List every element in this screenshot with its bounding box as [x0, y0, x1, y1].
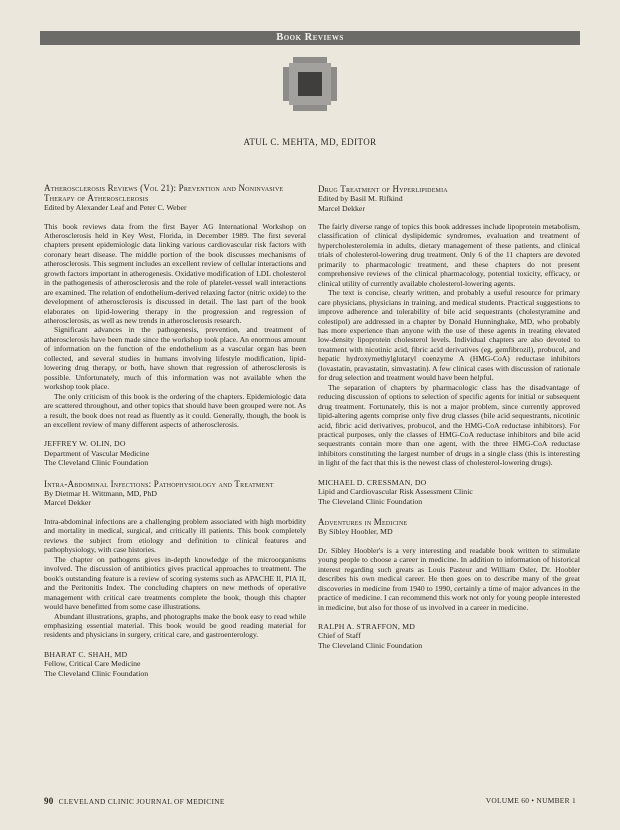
- editor-line: ATUL C. MEHTA, MD, EDITOR: [243, 137, 377, 147]
- reviewer-affiliation: Chief of Staff: [318, 631, 361, 641]
- review-byline: By Dietmar H. Wittmann, MD, PhD: [44, 488, 158, 498]
- issue-info: VOLUME 60 • NUMBER 1: [485, 796, 576, 805]
- reviewer-affiliation: Lipid and Cardiovascular Risk Assessment Clinic: [318, 487, 473, 497]
- review-paragraph: Dr. Sibley Hoobler's is a very interesting and readable book written to stimulate young people to choose a career in medicine. In addition to information of historical interest regarding such greats as Louis Pasteur and William Osler, Dr. Hoobler describes his own medical career. He then goes on to describe many of the great discoveries in medicine from 1940 to 1990, certainly a time of major advances in the practice of medicine. I can recommend this work not only for young people interested in medicine, but also for those of us involved in a career in medicine.: [318, 545, 580, 612]
- section-title: Book Reviews: [276, 32, 344, 43]
- review-body: [318, 222, 580, 468]
- section-emblem-icon: [283, 57, 337, 111]
- review-paragraph: Abundant illustrations, graphs, and photographs make the book easy to read while emphasizing essential material. This book would be good reading material for residents and physicians in surgery, critical care, and gastroenterology.: [44, 611, 306, 640]
- reviewer-signature: [318, 478, 580, 507]
- book-review: [318, 184, 580, 506]
- review-paragraph: The fairly diverse range of topics this book addresses include lipoprotein metabolism, classification of clinical dyslipidemic syndromes, evaluation and treatment of hypercholesterolemia in adults, dietary management of these patients, and clinical trials of cholesterol-lowering drug treatment. Only 6 of the 11 chapters are devoted primarily to pharmacologic treatment, and these chapters do not present comprehensive reviews of the clinical pharmacology, potential toxicity, efficacy, or clinical utility of currently available cholesterol-lowering agents.: [318, 222, 580, 288]
- reviewer-affiliation: Fellow, Critical Care Medicine: [44, 659, 141, 669]
- journal-name: CLEVELAND CLINIC JOURNAL OF MEDICINE: [58, 797, 225, 806]
- review-byline: Marcel Dekker: [44, 498, 91, 508]
- review-paragraph: The text is concise, clearly written, and probably a useful resource for primary care physicians, physicians in training, and medical students. Practical suggestions to improve adherence and tolerability of bile acid sequestrants (cholestyramine and colestipol) are addressed in a chapter by Donald Hunninghake, MD, who probably has more experience than anyone with the use of these agents in treating elevated low-density lipoprotein cholesterol levels. Individual chapters are also devoted to treatment with nicotinic acid, fibric acid derivatives (eg, gemfibrozil), probucol, and hepatic hydroxymethylglutaryl coenzyme A (HMG-CoA) reductase inhibitors (lovastatin, pravastatin, simvastatin). A few clinical cases with discussion of rationale for drug selection and treatment would have been helpful.: [318, 288, 580, 383]
- reviewer-affiliation: The Cleveland Clinic Foundation: [318, 640, 423, 650]
- review-paragraph: This book reviews data from the first Bayer AG International Workshop on Atherosclerosis held in Key West, Florida, in December 1989. The first several chapters present epidemiologic data linking various cardiovascular risk factors with coronary heart disease. The middle portion of the book discusses mechanisms of atherosclerosis. This segment includes an excellent review of cellular interactions and growth factors important in atherogenesis. Oxidative modification of LDL cholesterol in the pathogenesis of atherosclerosis and the role of platelet-vessel wall interactions are examined. The relation of endothelium-derived relaxing factor (nitric oxide) to the development of atherosclerosis is discussed in detail. The last part of the book elaborates on lipid-lowering therapy in the progression and regression of atherosclerosis, as well as new trends in atherosclerosis research.: [44, 221, 306, 326]
- reviewer-signature: [44, 650, 306, 679]
- reviewer-signature: [318, 622, 580, 651]
- review-byline: Edited by Alexander Leaf and Peter C. Weber: [44, 203, 187, 212]
- review-body: [318, 546, 580, 612]
- review-paragraph: The only criticism of this book is the ordering of the chapters. Epidemiologic data are scattered throughout, and other topics that should have been grouped were not. As a result, the book does not read as fluently as it could. Generally, though, the book is an excellent review of many different aspects of atherosclerosis.: [44, 391, 306, 430]
- review-title: Atherosclerosis Reviews (Vol 21): Prevention and Noninvasive Therapy of Atherosclerosis: [44, 183, 284, 203]
- reviewer-affiliation: The Cleveland Clinic Foundation: [44, 668, 149, 678]
- right-column: [318, 184, 580, 650]
- review-paragraph: Intra-abdominal infections are a challenging problem associated with high morbidity and mortality in medical, surgical, and critically ill patients. This book completely reviews the subject from etiology and definition to clinical features and pathophysiology, with case histories.: [44, 516, 306, 555]
- review-body: [44, 222, 306, 430]
- review-byline: Marcel Dekker: [318, 203, 365, 213]
- review-paragraph: Significant advances in the pathogenesis, prevention, and treatment of atherosclerosis have been made since the workshop took place. An enormous amount of information on the function of the endothelium as a vascular organ has been collected, and several studies in humans involving lifestyle modification, lipid-lowering drug therapy, or both, have shown that regression of atherosclerosis is possible. Unfortunately, much of this information was not available when the workshop took place.: [44, 325, 306, 392]
- reviewer-affiliation: The Cleveland Clinic Foundation: [44, 458, 149, 468]
- reviewer-name: RALPH A. STRAFFON, MD: [318, 621, 416, 631]
- review-title: Intra-Abdominal Infections: Pathophysiology and Treatment: [44, 478, 274, 489]
- book-review: [318, 517, 580, 650]
- review-title: Drug Treatment of Hyperlipidemia: [318, 184, 448, 194]
- review-byline: Edited by Basil M. Rifkind: [318, 194, 403, 203]
- reviewer-name: MICHAEL D. CRESSMAN, DO: [318, 477, 427, 487]
- left-column: [44, 183, 306, 678]
- footer-left: [44, 796, 225, 806]
- review-title: Adventures in Medicine: [318, 517, 408, 528]
- section-banner: [40, 31, 580, 45]
- review-byline: By Sibley Hoobler, MD: [318, 527, 393, 537]
- reviewer-signature: [44, 439, 306, 468]
- reviewer-affiliation: Department of Vascular Medicine: [44, 448, 150, 458]
- reviewer-name: JEFFREY W. OLIN, DO: [44, 439, 126, 449]
- review-paragraph: The chapter on pathogens gives in-depth knowledge of the microorganisms involved. The discussion of antibiotics gives practical approaches to treatment. The book's outstanding feature is a review of scoring systems such as APACHE II, PIA II, and the Peritonitis Index. The concluding chapters on new methods of operative management with critical care treatments complete the book, though this chapter would have benefitted from some case illustrations.: [44, 554, 306, 612]
- page-number: 90: [44, 796, 54, 806]
- reviewer-affiliation: The Cleveland Clinic Foundation: [318, 496, 423, 506]
- reviewer-name: BHARAT C. SHAH, MD: [44, 649, 128, 659]
- review-body: [44, 517, 306, 640]
- book-review: [44, 183, 306, 468]
- review-paragraph: The separation of chapters by pharmacologic class has the disadvantage of reducing discussion of options to selection of specific agents for initial or subsequent drug treatment. Fortunately, this is not a major problem, since currently approved lipid-altering agents comprise only five drug classes (bile acid sequestrants, nicotinic acid, fibric acid derivatives, probucol, and the HMG-CoA reductase inhibitors). For practical purposes, only the classes of HMG-CoA reductase inhibitors and bile acid sequestrants contain more than one agent, with the three HMG-CoA reductase inhibitors constituting the largest number of drugs in a single class (this is interesting in light of the fact that this is the newest class of cholesterol-lowering drugs).: [318, 382, 580, 468]
- book-review: [44, 479, 306, 678]
